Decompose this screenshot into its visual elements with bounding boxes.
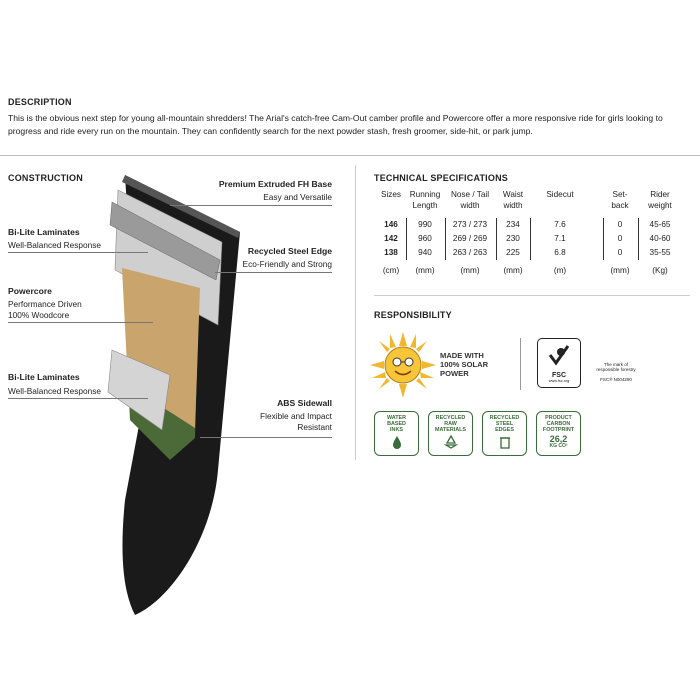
layer-label-base: Premium Extruded FH Base: [218, 179, 332, 189]
layer-sub-abs-sidewall: Flexible and Impact Resistant: [260, 411, 332, 432]
spec-cell: 146: [384, 220, 398, 229]
spec-unit: (mm): [415, 266, 435, 275]
spec-cell: 0: [617, 220, 623, 229]
board-cutaway-illustration: [100, 170, 270, 620]
layer-sub-steel-edge: Eco-Friendly and Strong: [242, 259, 332, 269]
layer-label-bi-lite-top: Bi-Lite Laminates: [8, 227, 80, 237]
spec-cell: 35-55: [649, 248, 671, 257]
spec-column-header: Set- back: [611, 190, 629, 210]
column-divider: [355, 165, 356, 460]
spec-cell: 40-60: [649, 234, 671, 243]
spec-cell: 138: [384, 248, 398, 257]
carbon-unit: KG CO²: [549, 443, 568, 449]
solar-power-text: MADE WITH 100% SOLAR POWER: [440, 351, 489, 378]
badge-text: WATER BASED INKS: [386, 415, 407, 433]
badge-carbon-footprint: [536, 411, 581, 456]
badge-text: PRODUCT CARBON FOOTPRINT: [542, 415, 575, 433]
spec-cell: 225: [506, 248, 520, 257]
layer-sub-bi-lite-top: Well-Balanced Response: [8, 240, 102, 250]
fsc-url: www.fsc.org: [548, 379, 570, 383]
spec-column-header: Sizes: [380, 190, 402, 199]
spec-unit: (mm): [460, 266, 480, 275]
description-text: This is the obvious next step for young all-mountain shredders! The Arial's catch-free Cam-Out camber profile and Powercore offer a more responsive ride for girls looking to progress and ride every run on the mountain. They can confidently search for the next powder stash, fresh groomer, side-hit, or park jump.: [8, 113, 663, 136]
responsibility-heading: RESPONSIBILITY: [374, 310, 452, 320]
layer-sub-bi-lite-bottom: Well-Balanced Response: [8, 386, 102, 396]
leader-line: [215, 272, 332, 273]
leader-line: [200, 437, 332, 438]
spec-cell: 273 / 273: [452, 220, 488, 229]
water-drop-icon: [389, 435, 405, 449]
spec-cell: 142: [384, 234, 398, 243]
spec-unit: (mm): [503, 266, 523, 275]
table-separator: [530, 218, 531, 260]
table-separator: [638, 218, 639, 260]
fsc-logo: [537, 338, 581, 388]
spec-column-header: Sidecut: [546, 190, 574, 199]
spec-cell: 6.8: [554, 248, 566, 257]
spec-cell: 7.1: [554, 234, 566, 243]
layer-label-powercore: Powercore: [8, 286, 52, 296]
spec-cell: 7.6: [554, 220, 566, 229]
spec-cell: 230: [506, 234, 520, 243]
layer-sub-base: Easy and Versatile: [263, 192, 332, 202]
leader-line: [8, 252, 148, 253]
table-separator: [496, 218, 497, 260]
section-divider: [0, 155, 700, 156]
recycle-icon: [443, 435, 459, 449]
description-heading: DESCRIPTION: [8, 97, 72, 107]
fsc-code: FSC® N004290: [600, 377, 632, 382]
spec-cell: 263 / 263: [452, 248, 488, 257]
spec-column-header: Running Length: [409, 190, 441, 210]
spec-cell: 940: [418, 248, 432, 257]
spec-column-header: Waist width: [502, 190, 524, 210]
spec-unit: (mm): [610, 266, 630, 275]
table-separator: [406, 218, 407, 260]
fsc-label: FSC: [552, 372, 566, 379]
layer-sub-powercore: Performance Driven 100% Woodcore: [8, 299, 82, 320]
spec-cell: 0: [617, 248, 623, 257]
carbon-value: 26,2: [549, 434, 568, 444]
solar-sun-icon: [370, 332, 436, 398]
layer-label-abs-sidewall: ABS Sidewall: [277, 398, 332, 408]
badge-text: RECYCLED STEEL EDGES: [489, 415, 520, 433]
construction-heading: CONSTRUCTION: [8, 173, 83, 183]
spec-cell: 0: [617, 234, 623, 243]
layer-label-bi-lite-bottom: Bi-Lite Laminates: [8, 372, 80, 382]
layer-label-steel-edge: Recycled Steel Edge: [247, 246, 332, 256]
spec-cell: 269 / 269: [452, 234, 488, 243]
spec-column-header: Rider weight: [648, 190, 672, 210]
table-separator: [445, 218, 446, 260]
spec-cell: 960: [418, 234, 432, 243]
fsc-tree-check-icon: [546, 343, 572, 367]
fsc-mark-text: The mark of responsible forestry: [596, 362, 636, 372]
spec-unit: (m): [553, 266, 567, 275]
spec-cell: 234: [506, 220, 520, 229]
badge-text: RECYCLED RAW MATERIALS: [434, 415, 467, 433]
leader-line: [8, 322, 153, 323]
spec-cell: 990: [418, 220, 432, 229]
spec-column-header: Nose / Tail width: [450, 190, 490, 210]
badge-recycled-steel-edges: [482, 411, 527, 456]
leader-line: [170, 205, 332, 206]
divider: [520, 338, 521, 390]
leader-line: [8, 398, 148, 399]
spec-unit: (Kg): [652, 266, 668, 275]
recycle-bin-icon: [497, 435, 513, 449]
specs-heading: TECHNICAL SPECIFICATIONS: [374, 173, 508, 183]
table-separator: [603, 218, 604, 260]
spec-cell: 45-65: [649, 220, 671, 229]
badge-recycled-raw-materials: [428, 411, 473, 456]
spec-unit: (cm): [382, 266, 400, 275]
section-divider: [374, 295, 690, 296]
badge-water-based-inks: [374, 411, 419, 456]
